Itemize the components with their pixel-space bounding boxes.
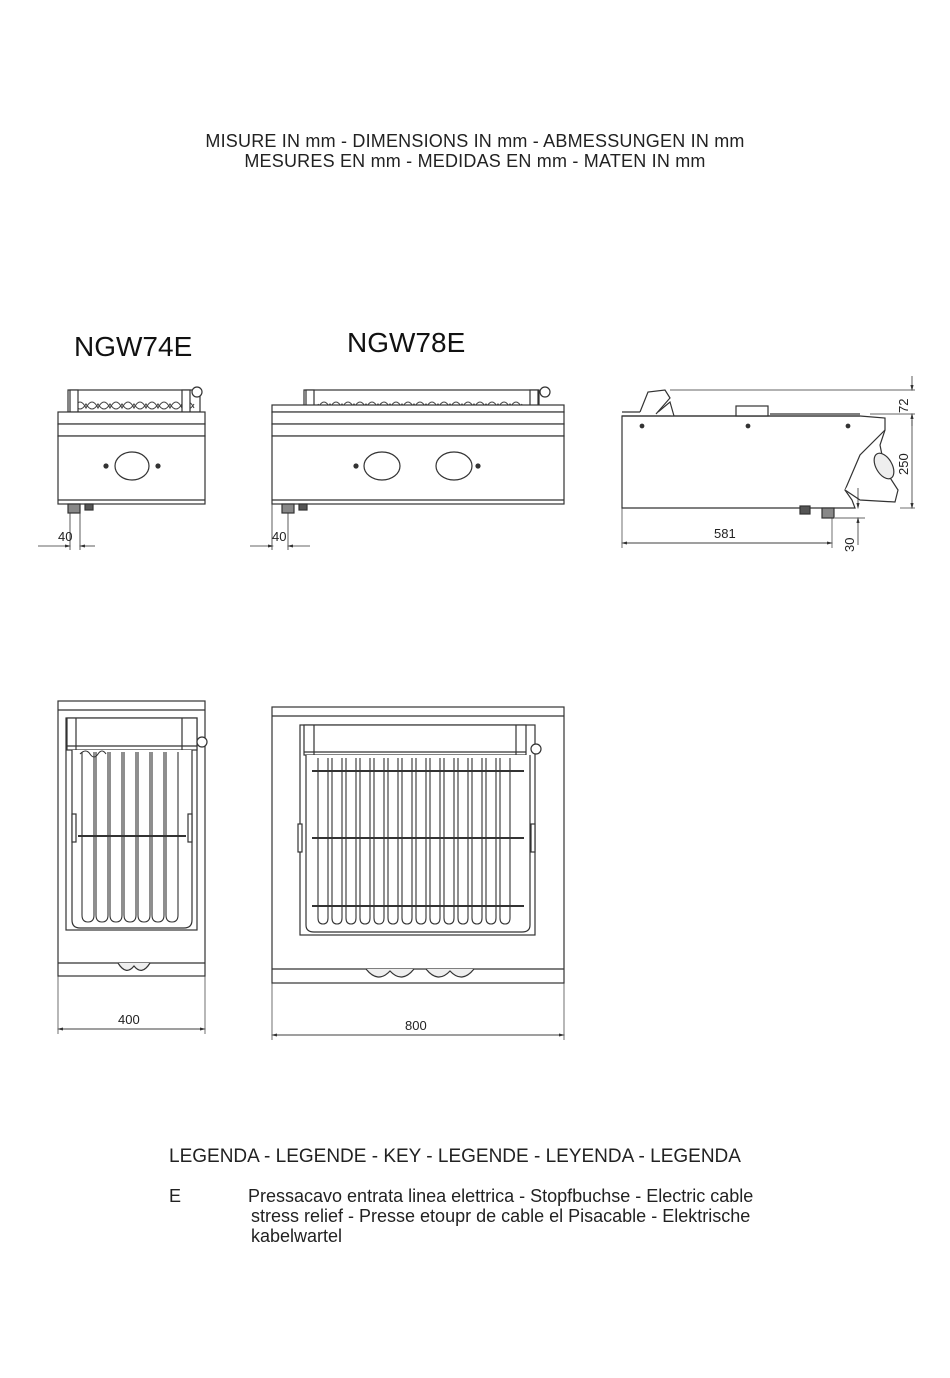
dim-side-depth: 581	[714, 526, 736, 541]
legend-code: E	[169, 1186, 182, 1206]
dim-top-small-width: 400	[118, 1012, 140, 1027]
legend-line-1: Pressacavo entrata linea elettrica - Stopfbuchse - Electric cable	[248, 1186, 754, 1206]
side-view	[622, 376, 915, 548]
dim-side-feet: 30	[842, 537, 857, 552]
top-view-ngw78e	[272, 707, 564, 1040]
front-view-ngw74e	[38, 387, 205, 550]
legend-line-2: stress relief - Presse etoupr de cable el Pisacable - Elektrische	[251, 1206, 751, 1226]
dim-side-top: 72	[896, 398, 911, 413]
legend-description	[248, 1186, 848, 1246]
model-label-ngw78e: NGW78E	[347, 327, 466, 358]
model-label-ngw74e: NGW74E	[74, 331, 193, 362]
front-view-ngw78e	[250, 387, 564, 550]
dim-front-large-offset: 40	[272, 529, 287, 544]
dim-top-large-width: 800	[405, 1018, 427, 1033]
header-line-1: MISURE IN mm - DIMENSIONS IN mm - ABMESSUNGEN IN mm	[205, 131, 745, 151]
header-line-2: MESURES EN mm - MEDIDAS EN mm - MATEN IN mm	[244, 151, 706, 171]
dim-front-small-offset: 40	[58, 529, 73, 544]
legend-line-3: kabelwartel	[251, 1226, 343, 1246]
dim-side-height: 250	[896, 453, 911, 475]
top-view-ngw74e	[58, 701, 207, 1034]
legend-title: LEGENDA - LEGENDE - KEY - LEGENDE - LEYENDA - LEGENDA	[169, 1146, 741, 1167]
